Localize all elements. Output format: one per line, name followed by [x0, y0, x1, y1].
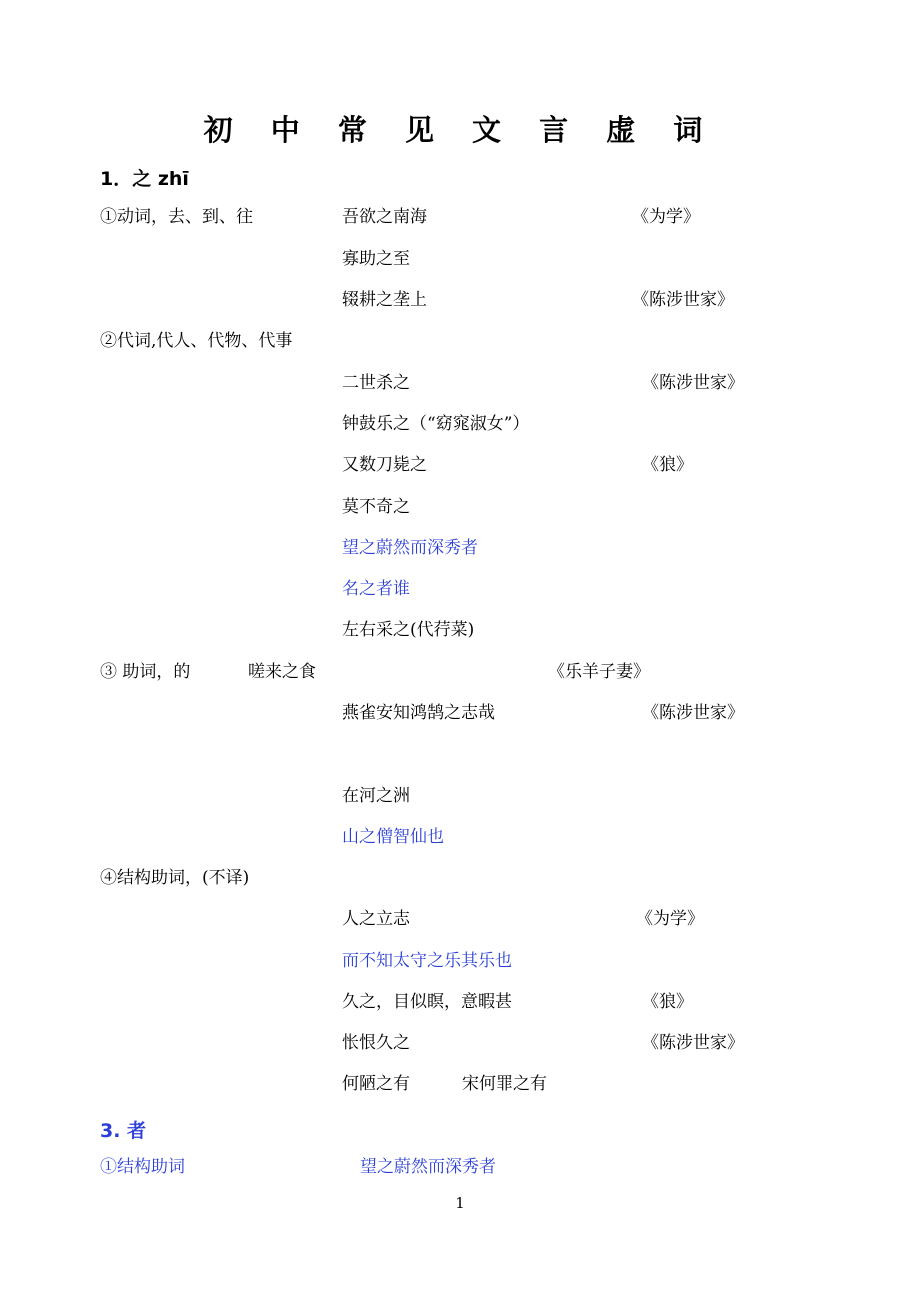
example-text: 何陋之有 — [342, 1074, 410, 1094]
sense-label: ④结构助词，(不译) — [100, 868, 250, 888]
example-source: 《乐羊子妻》 — [548, 662, 650, 682]
example-text: 名之者谁 — [342, 579, 410, 599]
example-text: 望之蔚然而深秀者 — [360, 1157, 496, 1177]
example-text: 望之蔚然而深秀者 — [342, 538, 478, 558]
sense-label: ③ 助词，的 — [100, 662, 191, 682]
example-text: 寡助之至 — [342, 249, 410, 269]
sense-label: ①动词，去、到、往 — [100, 207, 253, 227]
section-heading: 1．之 zhī — [100, 168, 189, 190]
example-source: 《为学》 — [636, 909, 704, 929]
example-text: 莫不奇之 — [342, 497, 410, 517]
example-text: 在河之洲 — [342, 786, 410, 806]
example-text: 宋何罪之有 — [462, 1074, 547, 1094]
example-text: 山之僧智仙也 — [342, 827, 444, 847]
page-number: 1 — [455, 1194, 465, 1212]
example-text: 燕雀安知鸿鹄之志哉 — [342, 703, 495, 723]
sense-label: ①结构助词 — [100, 1157, 185, 1177]
example-source: 《狼》 — [642, 455, 693, 475]
example-text: 钟鼓乐之（“窈窕淑女”） — [342, 414, 530, 434]
example-text: 辍耕之垄上 — [342, 290, 427, 310]
example-source: 《陈涉世家》 — [632, 290, 734, 310]
example-text: 又数刀毙之 — [342, 455, 427, 475]
example-text: 二世杀之 — [342, 373, 410, 393]
example-source: 《陈涉世家》 — [642, 703, 744, 723]
example-text: 怅恨久之 — [342, 1033, 410, 1053]
example-source: 《陈涉世家》 — [642, 373, 744, 393]
sense-label: ②代词,代人、代物、代事 — [100, 331, 293, 351]
example-text: 吾欲之南海 — [342, 207, 427, 227]
example-source: 《为学》 — [632, 207, 700, 227]
example-text: 左右采之(代荇菜) — [342, 620, 475, 640]
example-text: 久之，目似瞑，意暇甚 — [342, 992, 512, 1012]
example-text: 而不知太守之乐其乐也 — [342, 951, 512, 971]
example-source: 《狼》 — [642, 992, 693, 1012]
section-heading: 3. 者 — [100, 1120, 147, 1142]
example-text: 人之立志 — [342, 909, 410, 929]
example-text: 嗟来之食 — [248, 662, 316, 682]
page-title: 初 中 常 见 文 言 虚 词 — [203, 113, 717, 147]
example-source: 《陈涉世家》 — [642, 1033, 744, 1053]
